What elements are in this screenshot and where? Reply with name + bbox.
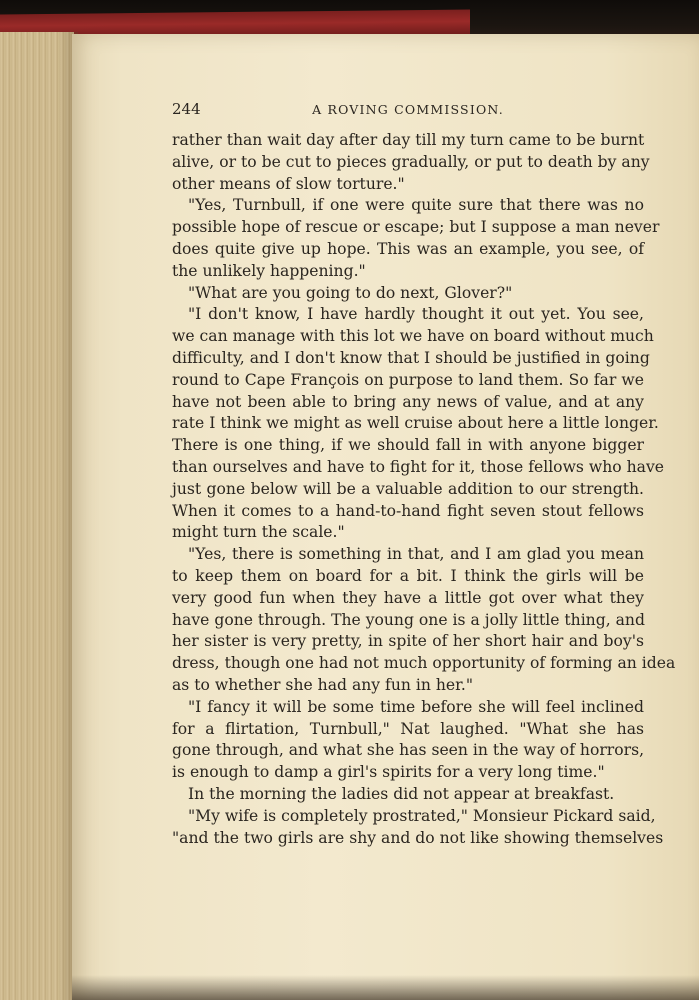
text-line: round to Cape François on purpose to land them. So far we [172,370,644,389]
text-line: "I don't know, I have hardly thought it out yet. You see, [188,305,644,324]
text-line: gone through, and what she has seen in the way of horrors, [172,741,645,760]
text-line: alive, or to be cut to pieces gradually, or put to death by any [172,152,650,171]
running-title: A ROVING COMMISSION. [312,102,504,117]
text-line: her sister is very pretty, in spite of her short hair and boy's [172,632,644,651]
text-line: have not been able to bring any news of value, and at any [172,392,644,411]
text-line: dress, though one had not much opportunity of forming an idea [172,654,676,673]
page-number: 244 [172,100,201,118]
text-line: rather than wait day after day till my turn came to be burnt [172,131,645,149]
text-line: other means of slow torture." [172,174,405,193]
text-line: very good fun when they have a little got over what they [172,588,644,607]
text-line: have gone through. The young one is a jolly little thing, and [172,610,645,629]
text-line: we can manage with this lot we have on board without much [172,327,654,346]
text-line: "I fancy it will be some time before she will feel inclined [188,697,644,716]
text-line: When it comes to a hand-to-hand fight seven stout fellows [172,501,644,520]
text-line: "Yes, there is something in that, and I am glad you mean [188,545,644,564]
text-line: rate I think we might as well cruise about here a little longer. [172,414,659,433]
text-line: to keep them on board for a bit. I think the girls will be [172,566,644,585]
text-line: "My wife is completely prostrated," Monsieur Pickard said, [188,806,656,825]
text-line: "Yes, Turnbull, if one were quite sure that there was no [188,196,644,215]
text-line: difficulty, and I don't know that I should be justified in going [172,348,650,367]
text-line: "and the two girls are shy and do not like showing themselves [172,828,664,847]
page-header [172,100,644,122]
text-line: possible hope of rescue or escape; but I suppose a man never [172,218,660,237]
text-line: just gone below will be a valuable addition to our strength. [172,479,644,498]
text-line: might turn the scale." [172,523,345,542]
text-line: the unlikely happening." [172,261,366,280]
text-line: for a flirtation, Turnbull," Nat laughed. "What she has [172,719,644,738]
text-line: is enough to damp a girl's spirits for a very long time." [172,763,605,782]
page-bottom-shadow [72,975,699,1000]
body-text [172,130,676,849]
text-line: does quite give up hope. This was an example, you see, of [172,239,644,258]
text-line: There is one thing, if we should fall in with anyone bigger [172,436,644,455]
text-line: In the morning the ladies did not appear at breakfast. [188,784,615,803]
text-line: as to whether she had any fun in her." [172,675,473,694]
text-line: "What are you going to do next, Glover?" [188,283,513,302]
text-line: than ourselves and have to fight for it, those fellows who have [172,457,664,476]
